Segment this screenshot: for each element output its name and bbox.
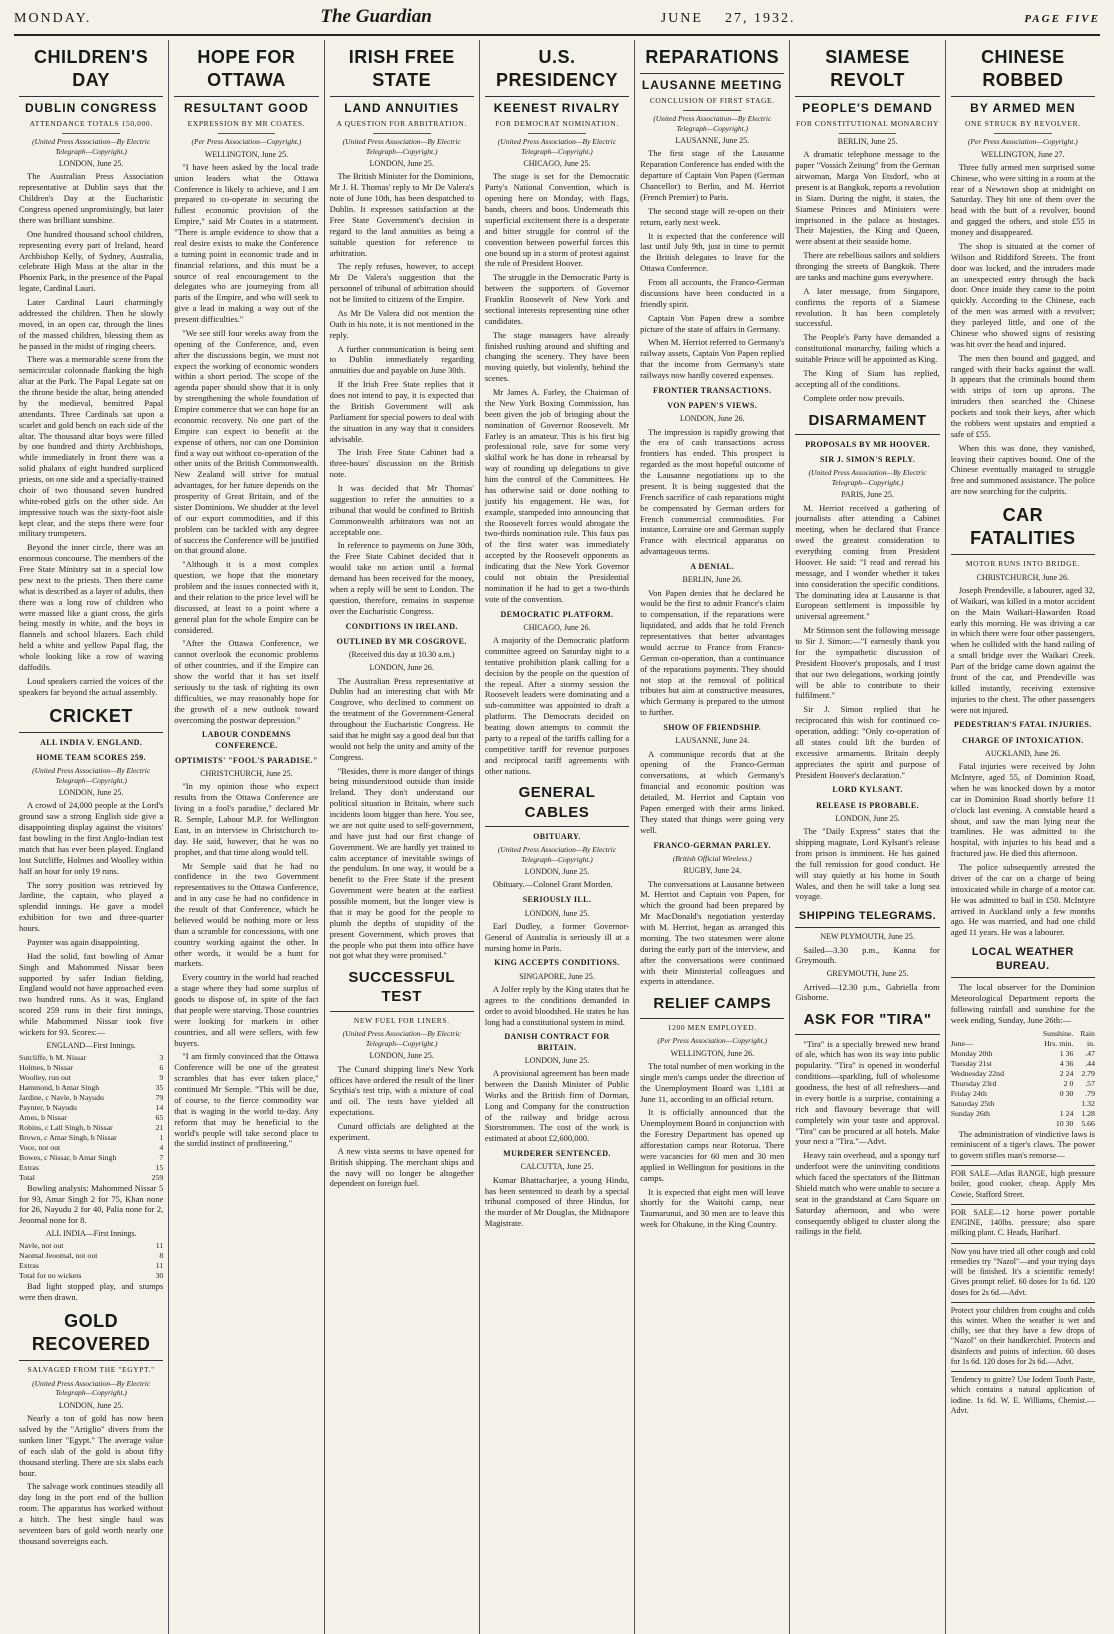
- score-row: Naomal Jeoomal, not out 8: [19, 1251, 164, 1261]
- dateline: LAUSANNE, June 24.: [675, 736, 750, 746]
- paragraph: Mr Stimson sent the following message to Sir J. Simon:—"I earnestly thank you for the sympathetic discussion of President Hoover's proposals, and I trust that our two delegations, working jointly will be able to contribute to their fulfilment.": [795, 625, 940, 701]
- paragraph: Obituary.—Colonel Grant Morden.: [492, 879, 613, 890]
- headline-successful-test: SUCCESSFUL TEST: [330, 964, 474, 1011]
- subhead-pedestrian: PEDESTRIAN'S FATAL INJURIES.: [953, 720, 1092, 730]
- column-5: [635, 40, 790, 1634]
- subhead-optimists: OPTIMISTS' "FOOL'S PARADISE.": [175, 755, 318, 765]
- score-row: Paynter, b Nayudu 14: [19, 1102, 164, 1112]
- paragraph: "We see still four weeks away from the opening of the Conference, and, even after the discussions begin, we must not expect the working of economic wonders within a short period. The scope of the agenda paper should show that it is only by strengthening the whole foundation of Empire commerce that we can hope for an economic recovery. No one part of the Empire can expect to benefit at the expense of others, nor can one Dominion find a way out without co-operation of the other units of the British Commonwealth. New Zealand will strive for mutual advantages, for her future depends on the prosperity of Great Britain, and of the sister Dominions. We shudder at the level of our export commodities, and if this problem can be tackled with any degree of success the Conference will be justified on that ground alone.: [174, 327, 319, 556]
- paragraph: The "Daily Express" states that the shipping magnate, Lord Kylsant's release from prison is imminent. He has gained the full remission for good conduct. He will stay quietly at his home in South Wales, and then he will take a long sea voyage.: [795, 826, 940, 902]
- table-row: Wednesday 22nd 2 24 2.79: [950, 1068, 1095, 1078]
- dateline: GREYMOUTH, June 25.: [826, 969, 909, 979]
- subhead-democratic-platform: DEMOCRATIC PLATFORM.: [500, 609, 614, 619]
- paragraph: Arrived—12.30 p.m., Gabriella from Gisborne.: [795, 981, 940, 1003]
- masthead-day: MONDAY.: [14, 11, 92, 26]
- subhead-peoples-demand: PEOPLE'S DEMAND: [802, 101, 933, 116]
- paragraph: When this was done, they vanished, leaving their captives bound. One of the Chinese eventually managed to struggle free and summoned assistance. The police are now searching for the culprits.: [950, 442, 1095, 497]
- score-row: Holmes, b Nissar 6: [19, 1063, 164, 1073]
- headline-weather: LOCAL WEATHER BUREAU.: [951, 941, 1095, 978]
- paragraph: M. Herriot received a gathering of journalists after attending a Cabinet meeting, when he declared that France owed the greatest consideration to everything coming from President Hoover. He said: "I read and reread his message, and I wonder whether it takes into consideration the specific conditions. The dominating idea at Lausanne is that European settlement is impossible by universal agreement.": [795, 502, 940, 622]
- scorecard-india: [19, 1241, 163, 1281]
- innings-title: ENGLAND—First Innings.: [46, 1040, 136, 1050]
- paragraph: The stage is set for the Democratic Party's National Convention, which is opening here on Monday, with flags, bands, cheers and boos. Underneath this superficial excitement there is a desperate and bitter struggle for control of the convention between powerful forces this one bound up in a storm of protest against the rule of President Hoover.: [484, 171, 630, 269]
- dateline: LAUSANNE, June 25.: [675, 136, 750, 146]
- credit: (Per Press Association—Copyright.): [191, 137, 302, 147]
- paragraph: Joseph Prendeville, a labourer, aged 32, of Waikari, was killed in a motor accident on the Main Waikari-Hawarden Road early this morning. He was driving a car in which there were four other passengers, when he collided with the hand railing of a small bridge over the Waikari Creek. Part of the bridge came down against the front of the car, and Prendeville was killed instantly, receiving extensive injuries to the chest. The other passengers were not injured.: [950, 584, 1095, 715]
- paragraph: Fatal injuries were received by John McIntyre, aged 55, of Dominion Road, when he was knocked down by a motor car in Dominion Road shortly before 11 o'clock last evening. A constable heard a shout, and saw the man lying near the tramlines. He was admitted to the hospital, with injuries to his head and a fractured jaw. He died this afternoon.: [950, 761, 1095, 859]
- paragraph: It is officially announced that the Unemployment Board in conjunction with the Forestry Department has opened up afforestation camps near Rotorua. There were vacancies for 60 men and 30 men applied in Wellington for positions in the camps.: [640, 1107, 785, 1183]
- paragraph: Sir J. Simon replied that he reciprocated this wish for continued co-operation, adding: "Only co-operation of all states could lift the burden of excessive armaments. Britain deeply appreciates the spirit and purpose of President Hoover's declaration.": [795, 704, 940, 780]
- masthead-date: JUNE 27, 1932.: [660, 11, 796, 26]
- table-row: Tuesday 21st 4 36 .44: [950, 1058, 1095, 1068]
- paragraph: A provisional agreement has been made between the Danish Minister of Public Works and the British firm of Dorman, Long and Company for the construction of the railway and bridge across Storstrommen. The cost of the work is estimated at about £2,600,000.: [484, 1068, 630, 1144]
- credit: (United Press Association—By Electric Telegraph—Copyright.): [653, 113, 772, 133]
- credit: (United Press Association—By Electric Telegraph—Copyright.): [342, 137, 461, 156]
- subhead-men-employed: 1200 MEN EMPLOYED.: [667, 1022, 757, 1032]
- dateline: AUCKLAND, June 26.: [985, 748, 1061, 758]
- score-row: Brown, c Amar Singh, b Nissar 1: [19, 1132, 164, 1142]
- subhead-democrat: FOR DEMOCRAT NOMINATION.: [495, 119, 619, 129]
- paragraph: "Tira" is a specially brewed new brand of ale, which has won its way into public popularity. "Tira" is opened in wonderful conditions—sparkling, full of wholesome goodness, the best of all refreshers—and in every bottle is a surprise, containing a rich and flavoury beverage that will completely win your taste and approval. "Tira" can be procured at all hotels. Make your next a "Tira."—Advt.: [795, 1038, 940, 1147]
- subhead-hoover: PROPOSALS BY MR HOOVER.: [805, 439, 930, 449]
- received-note: (Received this day at 10.30 a.m.): [348, 650, 455, 660]
- subhead-salvaged: SALVAGED FROM THE "EGYPT.": [27, 1365, 155, 1375]
- paragraph: The Australian Press representative at Dublin had an interesting chat with Mr Cosgrove, who declined to comment on the treatment of the Government-General throughout the Eucharistic Congress. He said that he might say a good deal but that would not help the unity and amity of the Congress.: [329, 675, 474, 762]
- advertisement: Tendency to goitre? Use Iodent Tooth Paste, which contains a natural application of iodine. 1s 6d. W. E. Williams, Chemist.—Advt.: [951, 1371, 1095, 1416]
- headline-us-presidency: U.S. PRESIDENCY: [485, 42, 629, 97]
- paragraph: Heavy rain overhead, and a spongy turf underfoot were the uninviting conditions which faced the spectators of the Bittman Shield match who were unable to secure a seat in the grandstand at Caro Square on Saturday afternoon, and who were consequently obliged to cluster along the railings in the field.: [795, 1150, 940, 1237]
- score-total: Total 259: [19, 1172, 164, 1182]
- paragraph: In reference to payments on June 30th, the Free State Cabinet decided that it would take no action until a formal demand has been received for the money, when a reply will be sent to London. The question, therefore, remains in suspense over the Eucharistic Congress.: [329, 540, 474, 616]
- innings-title: ALL INDIA—First Innings.: [45, 1229, 137, 1239]
- dateline: LONDON, June 25.: [369, 1051, 434, 1061]
- paragraph: The men then bound and gagged, and ranged with their backs against the wall. It appears that the criminals bound them with strips of torn up aprons. The intruders then searched the Chinese pockets and took their keys, after which the robbers went upstairs and emptied a safe of £55.: [950, 352, 1095, 439]
- paragraph: The Irish Free State Cabinet had a three-hours' discussion on the British note.: [329, 447, 474, 480]
- paragraph: Captain Von Papen drew a sombre picture of the state of affairs in Germany.: [640, 312, 785, 334]
- score-row: Sutcliffe, b M. Nissar 3: [19, 1053, 164, 1063]
- paragraph: From all accounts, the Franco-German discussions have been conducted in a friendly spirit.: [640, 277, 785, 309]
- bowling-analysis: Bowling analysis: Mahommed Nissar 5 for 93, Amar Singh 2 for 75, Khan none for 26, Nayudu 2 for 40, Palia none for 2, Jeoomal none for 8.: [19, 1182, 164, 1226]
- dateline: LONDON, June 25.: [369, 159, 434, 169]
- dateline: LONDON, June 25.: [524, 867, 590, 877]
- paragraph: A Jolfer reply by the King states that he agrees to the conditions demanded in order to avoid bloodshed. He states he has long had a constitutional system in mind.: [484, 983, 630, 1027]
- subhead-resultant-good: RESULTANT GOOD: [183, 101, 309, 116]
- subhead-parley: FRANCO-GERMAN PARLEY.: [653, 840, 771, 850]
- dateline: WELLINGTON, June 27.: [981, 149, 1065, 159]
- score-row: Hammond, b Amar Singh 35: [19, 1083, 164, 1092]
- subhead-coates: EXPRESSION BY MR COATES.: [187, 119, 306, 129]
- subhead-new-fuel: NEW FUEL FOR LINERS.: [353, 1015, 450, 1025]
- paragraph: Sailed—3.30 p.m., Kanna for Greymouth.: [795, 944, 940, 966]
- score-row: Voce, not out 4: [19, 1142, 164, 1152]
- paragraph: The struggle in the Democratic Party is between the supporters of Governor Franklin Roosevelt of New York and sectional interests representing nine other candidates.: [484, 272, 630, 326]
- table-total: 10 30 5.66: [1055, 1118, 1095, 1128]
- subhead-cosgrove: OUTLINED BY MR COSGROVE.: [336, 636, 467, 646]
- headline-irish-free-state: IRISH FREE STATE: [330, 42, 474, 97]
- credit: (United Press Association—By Electric Telegraph—Copyright.): [342, 1029, 461, 1048]
- subhead-home-team: HOME TEAM SCORES 259.: [36, 752, 146, 762]
- headline-reparations: REPARATIONS: [640, 42, 784, 74]
- credit: (British Official Wireless.): [672, 853, 752, 863]
- paragraph: The conversations at Lausanne between M. Herriot and Captain von Papen, for which the ground had been prepared by Mr MacDonald's negotiation yesterday with M. Herriot, began as arranged this morning. The two statesmen were alone during the early part of the interview, and after the conversations were continued with their Ministerial colleagues and experts in attendance.: [640, 878, 785, 987]
- subhead-labour: LABOUR CONDEMNS CONFERENCE.: [201, 730, 291, 750]
- masthead-paper-title: The Guardian: [320, 6, 432, 27]
- dateline: PARIS, June 25.: [841, 490, 894, 500]
- table-header: Sunshine. Rain: [1042, 1028, 1095, 1038]
- table-header: June— Hrs. min. in.: [950, 1038, 1095, 1048]
- dateline: LONDON, June 26.: [680, 414, 745, 424]
- dateline: WELLINGTON, June 26.: [670, 1048, 754, 1058]
- paragraph: A dramatic telephone message to the paper "Vossich Zeitung" from the German airwoman, Marga Von Etsdorf, who at present is at Bangkok, reports a revolution in Siam. During the night, it states, the Siamese Princes and Ministers were imprisoned in the palace as hostages. Their Majesties, the King and Queen, were absent at their seaside home.: [795, 149, 940, 247]
- headline-shipping: SHIPPING TELEGRAMS.: [795, 905, 939, 928]
- score-total: Total for no wickets 30: [19, 1271, 164, 1281]
- dateline: RUGBY, June 24.: [683, 866, 742, 876]
- column-1: [14, 40, 169, 1634]
- paragraph: "In my opinion those who expect results from the Ottawa Conference are living in a fool's paradise," declared Mr R. Semple, Labour M.P. for Wellington East, in an interview in Christchurch to-day. He said, however, that he was no prophet, and that time along would tell.: [174, 781, 319, 857]
- credit: (Per Press Association—Copyright.): [657, 1036, 768, 1046]
- subhead-conditions: CONDITIONS IN IRELAND.: [345, 621, 458, 631]
- paragraph: Earl Dudley, a former Governor-General of Australia is seriously ill at a nursing home in Paris.: [484, 920, 630, 953]
- score-row: Jardine, c Navle, b Nayudu 79: [19, 1092, 164, 1102]
- paragraph: There was a memorable scene from the semicircular colonnade flanking the high altar at the Park. The Papal Legate sat on the throne beside the altar, being attended by the medieval, bemitred Papal attendants. Three Cardinals sat upon a scarlet and gold bench on each side of the altar. The thousand altar boys were filled by one hundred and thirty Archbishops, while immediately in front there was a solid phalanx of eight hundred surpliced priests, on one side and a specially-trained choir of two thousand seven hundred white-robed girls on the other side. An impressive touch was the sixty-foot aisle kept clear, and the steps there were four military trumpeters.: [19, 354, 164, 539]
- subhead-seriously-ill: SERIOUSLY ILL.: [522, 895, 592, 905]
- paragraph: Kumar Bhattacharjee, a young Hindu, has been sentenced to death by a special tribunal composed of three Hindus, for the murder of Mr Douglas, the Midnapore Magistrate.: [484, 1174, 630, 1229]
- subhead-intoxication: CHARGE OF INTOXICATION.: [961, 735, 1084, 745]
- subhead-lausanne: LAUSANNE MEETING: [641, 78, 783, 93]
- paragraph: The impression is rapidly growing that the era of cash transactions across frontiers has ended. This prospect is regarded as the most hopeful outcome of the Lausanne negotiations up to the present. It is being suggested that the French sacrifice of cash reparations might be compensated by German orders for French commercial commodities. For instance, Lorraine ore and German supply France with electrical apparatus on advantageous terms.: [640, 426, 785, 557]
- paragraph: The second stage will re-open on their return, early next week.: [640, 205, 785, 227]
- subhead-monarchy: FOR CONSTITUTIONAL MONARCHY: [796, 119, 940, 129]
- paragraph: If the Irish Free State replies that it does not intend to pay, it is expected that the British Government will ask Parliament for special powers to deal with the situation in any way that it considers advisable.: [329, 379, 474, 444]
- paragraph: It is expected that the conference will last until July 9th, just in time to permit the British delegates to leave for the Ottawa Conference.: [640, 230, 785, 274]
- advertisement: Protect your children from coughs and colds this winter. When the weather is wet and chilly, see that they have a few drops of "Nazol" on their handkerchief. Protects and disinfects and points of infection. 60 doses for 1s 6d. 120 doses for 2s 6d.—Advt.: [951, 1302, 1095, 1367]
- headline-ask-for-tira: ASK FOR "TIRA": [795, 1006, 939, 1034]
- paragraph: Every country in the world had reached a stage where they had some surplus of goods to dispose of, in spite of the fact that people were starving. Those countries were looking for markets in other countries, and all were sellers, with few buyers.: [174, 972, 319, 1048]
- dateline: LONDON, June 26.: [369, 663, 434, 673]
- paragraph: Had the solid, fast bowling of Amar Singh and Mahommed Nissar been supported by safer Indian fielding, England would not have approached even two hundred runs. As it was, England scored 259 runs in their first innings, while Mahommed Nissar took five wickets for 93. Scores:—: [19, 950, 164, 1037]
- column-7: [946, 40, 1100, 1634]
- column-2: [169, 40, 324, 1634]
- subhead-attendance: ATTENDANCE TOTALS 150,000.: [29, 119, 153, 129]
- paragraph: The shop is situated at the corner of Wilson and Riddiford Streets. The front door was locked, and the intruders made an unexpected entry through the back door. Once inside they came to the point quickly. According to the Chinese, each of the men was armed with a revolver; they parleyed little, and one of the Chinese who showed signs of resisting was hit over the head and injured.: [950, 240, 1095, 349]
- table-row: Monday 20th 1 36 .47: [950, 1048, 1095, 1058]
- headline-disarmament: DISARMAMENT: [795, 407, 939, 435]
- dateline: BERLIN, June 25.: [837, 137, 898, 147]
- paragraph: The reply refuses, however, to accept Mr De Valera's suggestion that the personnel of tribunal of arbitration should not be limited to citizens of the Empire.: [329, 261, 474, 305]
- score-row: Ames, b Nissar 65: [19, 1112, 164, 1122]
- dateline: LONDON, June 25.: [58, 159, 124, 169]
- score-row: Woolley, run out 9: [19, 1073, 164, 1083]
- paragraph: Mr Semple said that he had no confidence in the two Government representatives to the Ottawa Conference, and in any case he had no confidence in the result of that Conference, which he believed would be nothing more or less than a scramble for concessions, with one country working against the other. In other words, it would be a hunt for markets.: [174, 860, 319, 969]
- advertisement: Now you have tried all other cough and cold remedies try "Nazol"—and your trying days will be finished. It's a scientific remedy! Gives prompt relief. 60 doses for 1s 6d. 120 doses for 2s 6d.—Advt.: [951, 1243, 1095, 1298]
- dateline: LONDON, June 25.: [524, 908, 590, 918]
- paragraph: The total number of men working in the single men's camps under the direction of the Unemployment Board was 1,181 at June 11, according to an official return.: [640, 1060, 785, 1104]
- paragraph: The police subsequently arrested the driver of the car on a charge of being intoxicated while in charge of a motor car. He was admitted to bail in £50. McIntyre arrived in Auckland only a few months ago. He was married, and had one child aged 11 years. He was a labourer.: [950, 862, 1095, 938]
- headline-general-cables: GENERAL CABLES: [485, 779, 629, 826]
- dateline: BERLIN, June 26.: [682, 575, 743, 585]
- paragraph: Beyond the inner circle, there was an enormous concourse. The members of the Free State Ministry sat in a special low pew next to the priests. Then there came what is described as a layer of adults, then there was a long row of children who were massed like a giant cross, the girls being mostly in white, and the boys in flannels and school blazers. Each child held a white and yellow Papal flag, the whole looking like a row of waving daffodils.: [19, 542, 164, 672]
- subhead-kylsant: LORD KYLSANT.: [832, 785, 903, 795]
- table-row: Saturday 25th 1.32: [950, 1098, 1095, 1108]
- dateline: CHICAGO, June 26.: [523, 622, 591, 632]
- paragraph: A crowd of 24,000 people at the Lord's ground saw a strong English side give a disappointing display against the visitors' fast bowling in the first Anglo-Indian test match that has ever been played. England lost Sutcliffe, Holmes and Woolley within half an hour for only 19 runs.: [19, 800, 164, 876]
- paragraph: The local observer for the Dominion Meteorological Department reports the following rainfall and sunshine for the week ending, Sunday, June 26th:—: [950, 982, 1095, 1025]
- paragraph: The first stage of the Lausanne Reparation Conference has ended with the departure of Captain Von Papen (German Chancellor) to Berlin, and M. Herriot (French Premier) to Paris.: [640, 148, 785, 202]
- paragraph: There are rebellious sailors and soldiers thronging the streets of Bangkok. There are tanks and machine guns everywhere.: [795, 250, 940, 282]
- subhead-land-annuities: LAND ANNUITIES: [344, 101, 460, 116]
- table-row: Thursday 23rd 2 0 .57: [950, 1078, 1095, 1088]
- subhead-denial: A DENIAL.: [690, 562, 735, 572]
- dateline: LONDON, June 25.: [524, 1055, 590, 1065]
- subhead-king: KING ACCEPTS CONDITIONS.: [494, 958, 620, 968]
- headline-cricket: CRICKET: [19, 701, 163, 733]
- paragraph: The British Minister for the Dominions, Mr J. H. Thomas' reply to Mr De Valera's note of June 10th, has been despatched to Dublin. It expresses satisfaction at the Free State Government's decision in regard to the land annuities as being a suitable question for reference to arbitration.: [329, 171, 474, 258]
- paragraph: As Mr De Valera did not mention the Oath in his note, it is not mentioned in the reply.: [329, 307, 474, 340]
- paragraph: "I am firmly convinced that the Ottawa Conference will be one of the greatest scrambles that has ever taken place," continued Mr Semple. "This will be due, of course, to the fierce commodity war that is waging in the world to-day. Any reform that may be beneficial to the world's people will take second place to the sordid instinct of profiteering.": [174, 1051, 319, 1149]
- subhead-motor-bridge: MOTOR RUNS INTO BRIDGE.: [965, 559, 1080, 569]
- paragraph: "After the Ottawa Conference, we cannot overlook the economic problems of other countries, and if the Empire can show the world that it has set itself seriously to the task of righting its own difficulties, we may reasonably hope for the growth of a new outlook toward overcoming the postwar depression.": [174, 638, 319, 725]
- column-4: [480, 40, 635, 1634]
- dateline: CHRISTCHURCH, June 25.: [200, 769, 293, 779]
- headline-car-fatalities: CAR FATALITIES: [951, 500, 1095, 555]
- credit: (United Press Association—By Electric Telegraph—Copyright.): [32, 1378, 151, 1398]
- classified-ad: FOR SALE—12 horse power portable ENGINE, 140lbs. pressure; also spare milking plant. C. Heads, Hariharf.: [951, 1204, 1095, 1239]
- paragraph: The Cunard shipping line's New York offices have ordered the result of the liner Scythia's test trip, with a mixture of coal and oil. The tests have yielded all expectations.: [329, 1063, 474, 1118]
- paragraph: It is expected that eight men will leave shortly for the Waitohi camp, near Taumarunui, and 30 men are to leave this week for Ohakune, in the King Country.: [640, 1186, 785, 1230]
- paragraph: Von Papen denies that he declared he would be the first to admit France's claim to compensation, if the reparations were liquidated, and adds that he told French representatives that better advantages would accrue to France from Franco-German co-operation, than a continuance of the reparations payments. They should not stop at the removal of political tributes but aim at constructive measures, which Germany is prepared to the utmost to further.: [640, 587, 785, 718]
- paragraph: The salvage work continues steadily all day long in the port end of the bullion room. The apparatus has worked without a hitch. The best single haul was seventeen bars of gold worth nearly one thousand sovereigns each.: [19, 1481, 164, 1546]
- headline-relief-camps: RELIEF CAMPS: [640, 990, 784, 1018]
- masthead: [14, 6, 1100, 36]
- credit: (United Press Association—By Electric Telegraph—Copyright.): [808, 468, 927, 487]
- paragraph: Loud speakers carried the voices of the speakers far beyond the actual assembly.: [19, 675, 164, 697]
- credit: (United Press Association—By Electric Telegraph—Copyright.): [32, 766, 151, 785]
- subhead-frontier: FRONTIER TRANSACTIONS.: [653, 385, 772, 395]
- headline-gold-recovered: GOLD RECOVERED: [19, 1306, 163, 1361]
- score-row: Robins, c Lall Singh, b Nissar 21: [19, 1122, 164, 1132]
- column-3: [325, 40, 480, 1634]
- paragraph: A later message, from Singapore, confirms the reports of a Siamese revolution. It has been completely successful.: [795, 285, 940, 329]
- dateline: CHRISTCHURCH, June 26.: [976, 572, 1070, 582]
- paragraph: A further communication is being sent to Dublin immediately regarding annuities due and payable on June 30th.: [329, 343, 474, 376]
- table-row: Friday 24th 0 30 .79: [950, 1088, 1095, 1098]
- headline-childrens-day: CHILDREN'S DAY: [19, 42, 163, 97]
- masthead-page-number: PAGE FIVE: [1024, 13, 1100, 25]
- subhead-arbitration: A QUESTION FOR ARBITRATION.: [336, 119, 467, 129]
- dateline: LONDON, June 25.: [58, 1400, 124, 1410]
- credit: (United Press Association—By Electric Telegraph—Copyright.): [497, 845, 617, 864]
- score-row: Bowes, c Nissar, b Amar Singh 7: [19, 1152, 164, 1162]
- weather-table: [951, 1029, 1095, 1129]
- dateline: LONDON, June 25.: [835, 813, 900, 823]
- dateline: LONDON, June 25.: [58, 788, 124, 798]
- subhead-keenest-rivalry: KEENEST RIVALRY: [493, 101, 621, 116]
- score-row: Navle, not out 11: [19, 1241, 164, 1251]
- paragraph: Paynter was again disappointing.: [27, 936, 140, 947]
- paragraph: A majority of the Democratic platform committee agreed on Saturday night to a tentative prohibition plank calling for a decision by the people on the question of the repeal. After a stormy session the Roosevelt leaders were dominating and a sub-committee was appointed to draft a platform. The Democrats decided on beating down attempts to commit the party to a repeal of the tariffs calling for a competitive tariff for revenue purposes and reciprocal tariff agreements with other nations.: [484, 635, 630, 776]
- subhead-obituary: OBITUARY.: [533, 831, 581, 841]
- paragraph: It was decided that Mr Thomas' suggestion to refer the annuities to a tribunal that would be confined to British Commonwealth arbitrators was not an acceptable one.: [329, 483, 474, 537]
- paragraph: A new vista seems to have opened for British shipping. The merchant ships and the navy will no longer be altogether dependent on foreign fuel.: [329, 1145, 474, 1189]
- paragraph: When M. Herriot referred to Germany's railway assets, Captain Von Papen replied that the income from Germany's state railways now hardly covered expenses.: [640, 337, 785, 381]
- subhead-armed-men: BY ARMED MEN: [970, 101, 1076, 116]
- credit: (Per Press Association—Copyright.): [967, 137, 1078, 147]
- paragraph: Later Cardinal Lauri charmingly addressed the children. Then he slowly moved, in an open car, through the lines of the massed children, blessing them as he passed in the midst of ringing cheers.: [19, 297, 164, 351]
- paragraph: Mr James A. Farley, the Chairman of the New York Boxing Commission, has been given the job of bringing about the nomination of Governor Roosevelt. Mr Farley is an amateur. This is his first big professional role, save for some very skilful work he has done in rehearsal by way of rounding up delegations to give him the control of the Committees. He has otherwise said or done nothing to justify his engagement. He was, for example, stampeded into announcing that the Roosevelt forces would abrogate the two-thirds nomination rule. This faux pas of the first water was immediately accepted by the Roosevelt opponents as indicating that the New York Governor could not obtain the Presidential nomination if he had to get a two-thirds vote of the convention.: [484, 387, 630, 604]
- table-row: Sunday 26th 1 24 1.28: [950, 1108, 1095, 1118]
- paragraph: "I have been asked by the local trade union leaders what the Ottawa Conference is likely to achieve, and I am prepared to co-operate in securing the fullest economic provision of the Empire," said Mr Coates in a statement. "There is ample evidence to show that a real desire exists to make the Conference a turning point in economic trade and in financial relations, and this must be a source of real encouragement to the delegates who are journeying from all parts of the Empire, and who will seek to give a lead in making a way out of the present difficulties.": [174, 161, 319, 325]
- dateline: WELLINGTON, June 25.: [204, 149, 289, 159]
- paragraph: Three fully armed men surprised some Chinese, who were sitting in a room at the rear of a Newtown shop at midnight on Saturday. They hit one of them over the head with the butt of a revolver, bound and gagged the others, and stole £55 in money and disappeared.: [950, 161, 1095, 238]
- paragraph: "Although it is a most complex question, we hope that the monetary problem and the issues connected with it, and their relation to the price level will be discussed, at least to a point where a general plan for the whole Empire can be considered.: [174, 559, 319, 635]
- paragraph: The Australian Press Association representative at Dublin says that the Children's Day at the Eucharistic Congress opened unpromisingly, but later there was brilliant sunshine.: [19, 171, 164, 225]
- paragraph: Cunard officials are delighted at the experiment.: [329, 1121, 474, 1142]
- column-6: [790, 40, 945, 1634]
- paragraph: The sorry position was retrieved by Jardine, the captain, who played a splendid innings. He gave a model exhibition for two and three-quarter hours.: [19, 879, 164, 934]
- subhead-danish: DANISH CONTRACT FOR BRITAIN.: [504, 1032, 610, 1052]
- paragraph: The stage managers have already finished rushing around and shifting and changing the scenery. They have been moving quietly, but violently, behind the scenes.: [484, 329, 630, 384]
- headline-chinese-robbed: CHINESE ROBBED: [951, 42, 1095, 97]
- subhead-release: RELEASE IS PROBABLE.: [816, 800, 919, 810]
- subhead-revolver: ONE STRUCK BY REVOLVER.: [964, 119, 1081, 129]
- score-row: Extras 15: [19, 1162, 164, 1172]
- subhead-friendship: SHOW OF FRIENDSHIP.: [663, 723, 762, 733]
- scorecard-england: [19, 1053, 163, 1183]
- paragraph: A communique records that at the opening of the Franco-German conversations, at which Germany's financial and economic position was detailed, M. Herriot and Captain von Papen emerged with their arms linked. They stated that things were going very well.: [640, 748, 785, 835]
- paragraph: Complete order now prevails.: [803, 392, 905, 403]
- credit: (United Press Association—By Electric Telegraph—Copyright.): [32, 137, 151, 156]
- dateline: SINGAPORE, June 25.: [519, 971, 595, 981]
- paragraph: Nearly a ton of gold has now been salved by the "Artiglio" divers from the sunken liner "Egypt." The average value of each slab of the gold is about fifty thousand sterling. There are six slabs each hour.: [19, 1413, 164, 1478]
- headline-siamese-revolt: SIAMESE REVOLT: [795, 42, 939, 97]
- dateline: CALCUTTA, June 25.: [520, 1162, 594, 1172]
- credit: (United Press Association—By Electric Telegraph—Copyright.): [497, 137, 617, 156]
- classified-ad: FOR SALE—Atlas RANGE, high pressure boiler, good cooker, cheap. Apply Mrs Cowie, Stafford Street.: [951, 1165, 1095, 1200]
- paragraph: "Besides, there is more danger of things being misunderstood outside than inside Ireland. They don't understand our political situation in Britain, where such incidents loom bigger than here. You see, we are not quite used to self-government, and have just had our first change of Government. We are hardly yet trained to calm acceptance of inevitable swings of the pendulum. In one way, it would be a benefit to the Free State if the present Government were beaten at the earliest possible moment, but the longer view is that it may be good for the people to plumb the depths of stupidity of the present Government, which proves that the people who put them into office have not got what they were promised.": [329, 765, 474, 961]
- paragraph: Bad light stopped play, and stumps were then drawn.: [19, 1281, 164, 1303]
- headline-hope-for-ottawa: HOPE FOR OTTAWA: [174, 42, 318, 97]
- paragraph: The administration of vindictive laws is reminiscent of a tiger's claws. The power to govern stifles man's remorse—: [950, 1128, 1095, 1161]
- paragraph: The King of Siam has replied, accepting all of the conditions.: [795, 367, 940, 389]
- subhead-murderer: MURDERER SENTENCED.: [503, 1149, 611, 1159]
- dateline: NEW PLYMOUTH, June 25.: [820, 932, 915, 942]
- dateline: CHICAGO, June 25.: [523, 159, 591, 169]
- subhead-all-india: ALL INDIA V. ENGLAND.: [40, 737, 143, 747]
- score-row: Extras 11: [19, 1261, 164, 1271]
- subhead-first-stage: CONCLUSION OF FIRST STAGE.: [649, 96, 775, 106]
- paragraph: The People's Party have demanded a constitutional monarchy, failing which a suitable Prince will be appointed as King.: [795, 332, 940, 364]
- subhead-von-papen: VON PAPEN'S VIEWS.: [667, 401, 758, 411]
- columns: [14, 40, 1100, 1634]
- subhead-simon: SIR J. SIMON'S REPLY.: [819, 454, 916, 464]
- subhead-dublin-congress: DUBLIN CONGRESS: [24, 101, 158, 116]
- paragraph: One hundred thousand school children, representing every part of Ireland, heard Archbishop Kelly, of Sydney, Australia, celebrate High Mass at the altar in the Phoenix Park, in the presence of the Papal legate, Cardinal Lauri.: [19, 228, 164, 294]
